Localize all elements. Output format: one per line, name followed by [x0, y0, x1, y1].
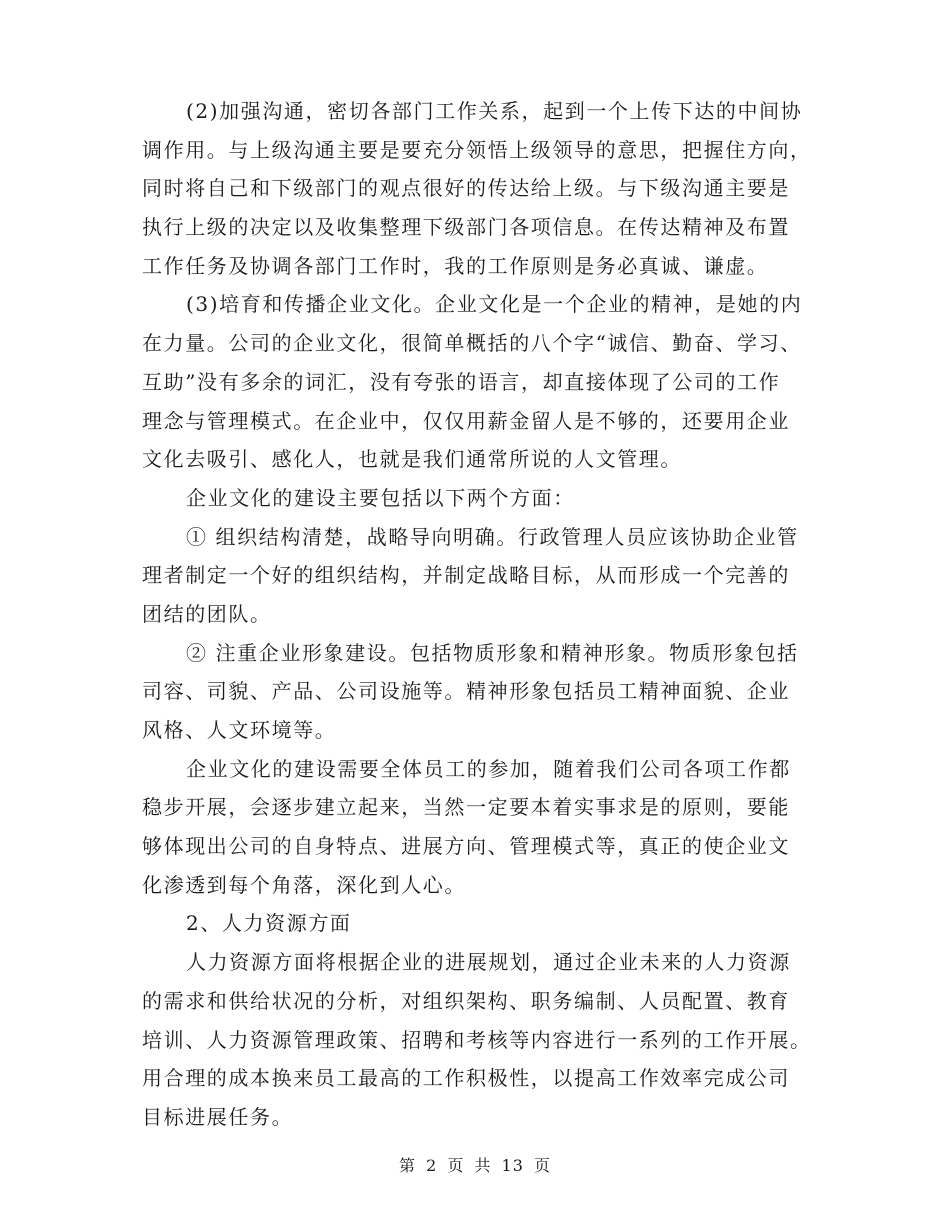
text-line: ② 注重企业形象建设。包括物质形象和精神形象。物质形象包括: [186, 640, 799, 665]
paragraph: [142, 640, 807, 743]
paragraph: [142, 485, 807, 511]
text-line: 用合理的成本换来员工最高的工作积极性，以提高工作效率完成公司: [142, 1066, 790, 1091]
text-line: 文化去吸引、感化人，也就是我们通常所说的人文管理。: [142, 447, 682, 472]
text-line: 企业文化的建设主要包括以下两个方面：: [186, 485, 575, 510]
text-line: 工作任务及协调各部门工作时，我的工作原则是务必真诚、谦虚。: [142, 253, 769, 278]
text-line: 团结的团队。: [142, 601, 272, 626]
section-heading: [142, 910, 807, 936]
text-line: 目标进展任务。: [142, 1104, 294, 1129]
text-line: 同时将自己和下级部门的观点很好的传达给上级。与下级沟通主要是: [142, 176, 790, 201]
text-line: 的需求和供给状况的分析，对组织架构、职务编制、人员配置、教育: [142, 988, 790, 1013]
text-line: 调作用。与上级沟通主要是要充分领悟上级领导的意思，把握住方向，: [142, 137, 812, 162]
paragraph: [142, 291, 807, 472]
text-line: 执行上级的决定以及收集整理下级部门各项信息。在传达精神及布置: [142, 215, 790, 240]
paragraph: [142, 524, 807, 627]
document-body: [142, 98, 812, 1143]
paragraph: [142, 756, 807, 898]
text-line: 企业文化的建设需要全体员工的参加，随着我们公司各项工作都: [186, 756, 791, 781]
text-line: (3)培育和传播企业文化。企业文化是一个企业的精神，是她的内: [186, 292, 803, 317]
text-line: (2)加强沟通，密切各部门工作关系，起到一个上传下达的中间协: [186, 99, 803, 123]
text-line: 2、人力资源方面: [186, 911, 352, 936]
text-line: 稳步开展，会逐步建立起来，当然一定要本着实事求是的原则，要能: [142, 795, 790, 820]
text-line: 在力量。公司的企业文化，很简单概括的八个字“诚信、勤奋、学习、: [142, 331, 802, 356]
page-footer: 第 2 页 共 13 页: [399, 1156, 551, 1175]
paragraph: [142, 98, 812, 279]
text-line: 理念与管理模式。在企业中，仅仅用薪金留人是不够的，还要用企业: [142, 408, 790, 433]
text-line: 化渗透到每个角落，深化到人心。: [142, 872, 466, 897]
text-line: 人力资源方面将根据企业的进展规划，通过企业未来的人力资源: [186, 950, 791, 975]
text-line: 司容、司貌、产品、公司设施等。精神形象包括员工精神面貌、企业: [142, 679, 790, 704]
text-line: ① 组织结构清楚，战略导向明确。行政管理人员应该协助企业管: [186, 524, 799, 549]
paragraph: [142, 949, 812, 1130]
text-line: 风格、人文环境等。: [142, 718, 337, 742]
text-line: 培训、人力资源管理政策、招聘和考核等内容进行一系列的工作开展。: [142, 1027, 812, 1052]
text-line: 互助”没有多余的词汇，没有夸张的语言，却直接体现了公司的工作: [142, 369, 781, 394]
text-line: 理者制定一个好的组织结构，并制定战略目标，从而形成一个完善的: [142, 563, 790, 588]
text-line: 够体现出公司的自身特点、进展方向、管理模式等，真正的使企业文: [142, 834, 790, 859]
